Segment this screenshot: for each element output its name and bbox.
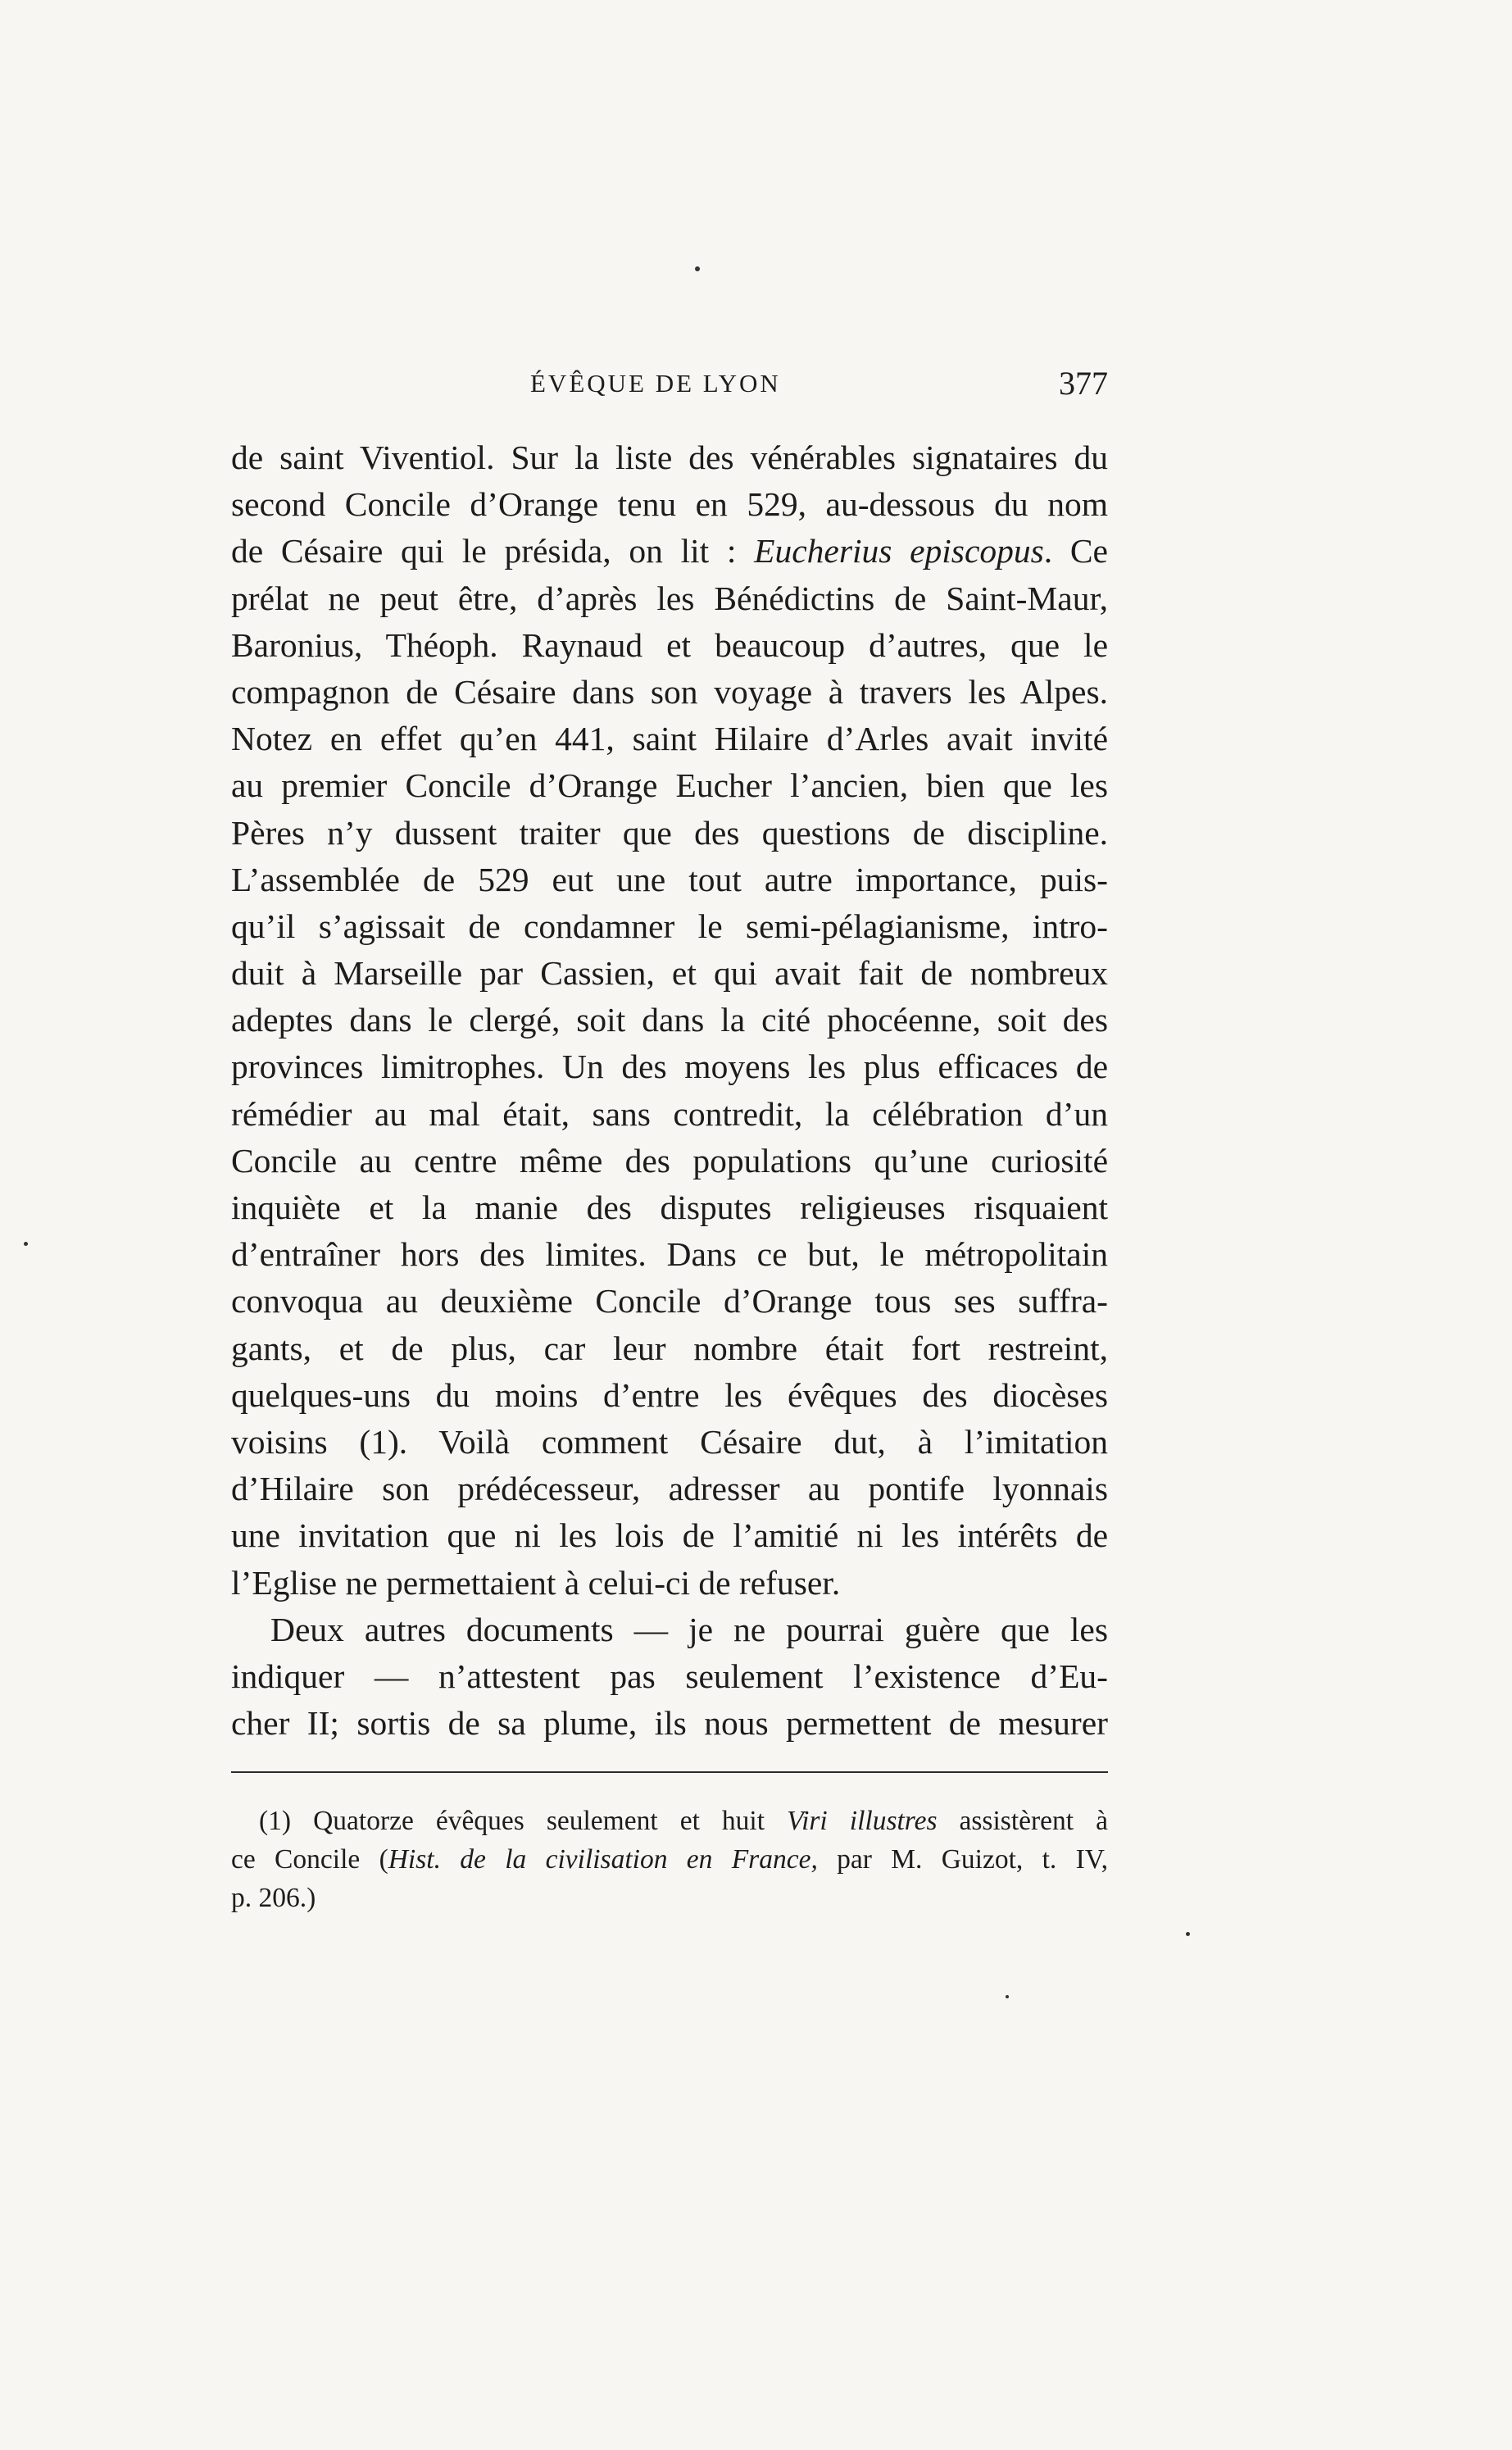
text-line: de Césaire qui le présida, on lit : Eucherius episcopus. Ce: [231, 532, 1108, 570]
text-line: second Concile d’Orange tenu en 529, au-dessous du nom: [231, 485, 1108, 524]
ink-speck: [24, 1242, 28, 1246]
text-line: de saint Viventiol. Sur la liste des vénérables signataires du: [231, 439, 1108, 476]
text-line: compagnon de Césaire dans son voyage à travers les Alpes.: [231, 672, 1108, 711]
body-text: [231, 434, 1108, 1747]
text-line: qu’il s’agissait de condamner le semi-pélagianisme, intro-: [231, 907, 1108, 945]
page-number: 377: [1059, 365, 1108, 402]
text-line: Deux autres documents — je ne pourrai guère que les: [270, 1610, 1108, 1648]
footnote-divider: [231, 1771, 1108, 1773]
text-line: quelques-uns du moins d’entre les évêques des diocèses: [231, 1375, 1108, 1414]
footnote: [231, 1802, 1108, 1917]
text-line: Notez en effet qu’en 441, saint Hilaire d’Arles avait invité: [231, 720, 1108, 758]
text-line: rémédier au mal était, sans contredit, la célébration d’un: [231, 1094, 1108, 1133]
text-line: convoqua au deuxième Concile d’Orange tous ses suffra-: [231, 1282, 1108, 1320]
text-line: inquiète et la manie des disputes religieuses risquaient: [231, 1189, 1108, 1226]
text-line: Baronius, Théoph. Raynaud et beaucoup d’autres, que le: [231, 625, 1108, 664]
text-line: d’entraîner hors des limites. Dans ce but, le métropolitain: [231, 1235, 1108, 1274]
footnote-line: p. 206.): [231, 1883, 316, 1913]
text-line: provinces limitrophes. Un des moyens les plus efficaces de: [231, 1048, 1108, 1086]
text-line: indiquer — n’attestent pas seulement l’existence d’Eu-: [231, 1657, 1108, 1695]
text-line: Pères n’y dussent traiter que des questions de discipline.: [231, 813, 1108, 852]
text-line: adeptes dans le clergé, soit dans la cité phocéenne, soit des: [231, 1001, 1108, 1039]
text-line: d’Hilaire son prédécesseur, adresser au pontife lyonnais: [231, 1470, 1108, 1508]
text-line: gants, et de plus, car leur nombre était fort restreint,: [231, 1329, 1108, 1367]
text-line: duit à Marseille par Cassien, et qui avait fait de nombreux: [231, 954, 1108, 993]
italic-term: Viri illustres: [787, 1806, 938, 1836]
italic-title: Hist. de la civilisation en France,: [388, 1844, 818, 1875]
text-line: une invitation que ni les lois de l’amitié ni les intérêts de: [231, 1516, 1108, 1555]
footnote-line: (1) Quatorze évêques seulement et huit Viri illustres assistèrent à: [259, 1806, 1108, 1836]
ink-speck: [695, 266, 700, 271]
text-line: au premier Concile d’Orange Eucher l’ancien, bien que les: [231, 766, 1108, 805]
ink-speck: [1006, 1995, 1009, 1998]
text-line: l’Eglise ne permettaient à celui-ci de refuser.: [231, 1563, 841, 1602]
text-line: L’assemblée de 529 eut une tout autre importance, puis-: [231, 860, 1108, 898]
ink-speck: [1186, 1932, 1190, 1936]
footnote-line: ce Concile (Hist. de la civilisation en France, par M. Guizot, t. IV,: [231, 1844, 1108, 1875]
text-line: Concile au centre même des populations qu’une curiosité: [231, 1141, 1108, 1180]
text-line: prélat ne peut être, d’après les Bénédictins de Saint-Maur,: [231, 579, 1108, 617]
running-title: ÉVÊQUE DE LYON: [530, 369, 781, 398]
page-header: [231, 364, 1108, 413]
text-line: cher II; sortis de sa plume, ils nous permettent de mesurer: [231, 1704, 1108, 1743]
text-line: voisins (1). Voilà comment Césaire dut, à l’imitation: [231, 1422, 1108, 1461]
italic-term: Eucherius episcopus: [754, 532, 1044, 570]
